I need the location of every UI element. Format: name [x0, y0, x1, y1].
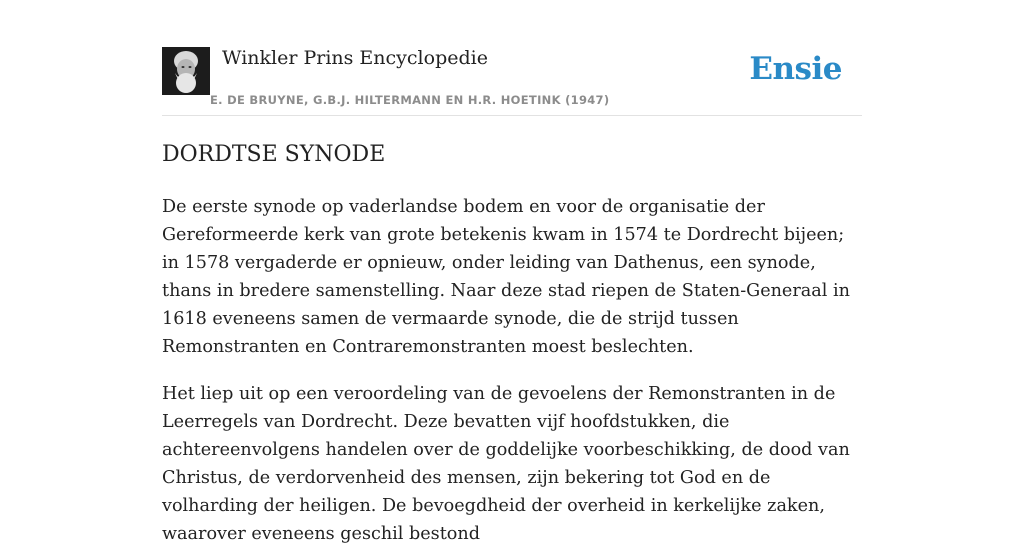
- site-title[interactable]: Winkler Prins Encyclopedie: [222, 47, 488, 69]
- article-body: [162, 193, 862, 548]
- author-avatar[interactable]: [162, 47, 210, 95]
- authors-credit: E. DE BRUYNE, G.B.J. HILTERMANN EN H.R. HOETINK (1947): [210, 93, 610, 107]
- ensie-logo[interactable]: Ensie: [749, 51, 842, 87]
- article-paragraph: De eerste synode op vaderlandse bodem en voor de organisatie der Gereformeerde kerk van grote betekenis kwam in 1574 te Dordrecht bijeen; in 1578 vergaderde er opnieuw, onder leiding van Dathenus, een synode, thans in bredere samenstelling. Naar deze stad riepen de Staten-Generaal in 1618 eveneens samen de vermaarde synode, die de strijd tussen Remonstranten en Contraremonstranten moest beslechten.: [162, 197, 850, 357]
- article-title: DORDTSE SYNODE: [162, 142, 386, 167]
- page-container: [162, 0, 862, 548]
- bearded-man-portrait-icon: [162, 47, 210, 95]
- site-header: [162, 0, 862, 116]
- article-paragraph: Het liep uit op een veroordeling van de gevoelens der Remonstranten in de Leerregels van Dordrecht. Deze bevatten vijf hoofdstukken, die achtereenvolgens handelen over de goddelijke voorbeschikking, de dood van Christus, de verdorvenheid des mensen, zijn bekering tot God en de volharding der heiligen. De bevoegdheid der overheid in kerkelijke zaken, waarover eveneens geschil bestond: [162, 384, 850, 544]
